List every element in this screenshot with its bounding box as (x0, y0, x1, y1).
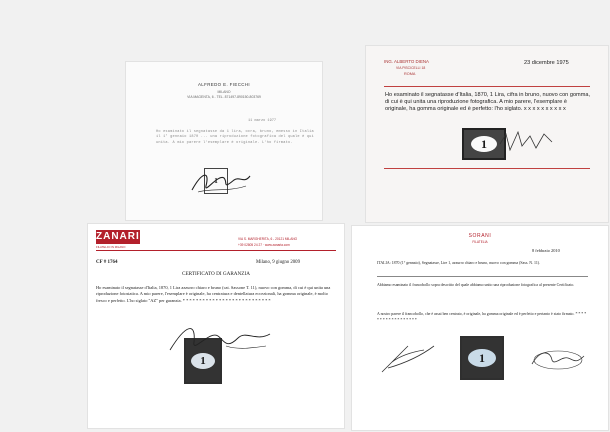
stamp-digit: 1 (209, 176, 223, 186)
diena-city: ROMA (404, 72, 416, 76)
sorani-stamp-photo (460, 336, 504, 380)
stamp-digit: 1 (468, 349, 496, 367)
zanaria-logo: ZANARIA (96, 231, 148, 242)
zanaria-signature (166, 320, 276, 360)
diena-address: VIA PISCICELLI 18 (396, 66, 426, 70)
fiecchi-address: VIA MAGENTA, 6 - TEL. 871497-890150-803769 (187, 95, 261, 99)
fiecchi-city: MILANO (217, 90, 231, 94)
sorani-certificate (352, 226, 608, 430)
fiecchi-certificate (126, 62, 322, 220)
zanaria-title: CERTIFICATO DI GARANZIA (182, 271, 250, 277)
sorani-body-2: A nostro parere il francobollo, che è assai ben centrato, è originale, ha gomma originale ed è perfetto e pertanto è stato firmato. * * * * * * * * * * * * * * * * * * (377, 312, 587, 322)
zanaria-body: Ho esaminato il segnatasse d'Italia, 1870, 1 Lira azzurro chiaro e bruno (cat. Sassone T. 11), nuovo con gomma, di cui è qui unita una riproduzione fotostatica. A mio parere, l'esemplare è originale, ha centratura e dentellatura eccezionali, ha gomma originale, è molto fresco e perfetto. L'ho siglato "AZ" per garanzia. * * * * * * * * * * * * * * * * * * * * * * * * * * * (96, 285, 331, 303)
fiecchi-name: ALFREDO E. FIECCHI (197, 82, 251, 87)
diena-body: Ho esaminato il segnatasse d'Italia, 1870, 1 Lira, cifra in bruno, nuovo con gomma, di cui è qui unita una riproduzione fotografica. A mio parere, l'esemplare è originale, ha gomma originale ed è perfetto: l'ho siglato. x x x x x x x x x x (385, 92, 591, 113)
zanaria-subtitle: FILATELICI IN MILANO (96, 245, 126, 249)
zanaria-phone: +39 02805 24 27 · www.zanaria.com (238, 243, 290, 247)
stamp-digit: 1 (471, 136, 497, 152)
zanaria-cert-number: CF # 1764 (96, 260, 118, 265)
diena-date: 23 dicembre 1975 (524, 60, 569, 66)
sorani-city: FILATELIA (472, 240, 488, 244)
sorani-description: ITALIA: 1870 (1° gennaio), Segnatasse, Lire 1, azzurro chiaro e bruno, nuovo con gomma (Sass. N. 11). (377, 261, 541, 265)
zanaria-date: Milano, 9 giugno 2009 (256, 260, 300, 265)
diena-bottom-rule (384, 168, 590, 169)
fiecchi-signature (188, 166, 254, 196)
sorani-name: SORANI (468, 233, 492, 239)
zanaria-certificate (88, 224, 344, 428)
fiecchi-body: Ho esaminato il segnatasse da 1 lira, ocra, bruno, emesso in Italia il 1° gennaio 1870 ... una riproduzione fotografica del quale è qui unita. A mio parere l'esemplare è originale. L'ho firmato. (156, 130, 314, 145)
sorani-signature-right (528, 344, 588, 374)
diena-top-rule (384, 86, 590, 87)
fiecchi-date: 11 marzo 1977 (248, 119, 277, 123)
zanaria-rule (96, 250, 336, 251)
diena-certificate (366, 46, 608, 222)
diena-name: ING. ALBERTO DIENA (384, 59, 429, 64)
zanaria-address-block (238, 236, 297, 248)
diena-signature (496, 124, 556, 158)
zanaria-address: VIA S. MARGHERITA, 6 - 20121 MILANO (238, 237, 298, 241)
sorani-date: 8 febbraio 2010 (532, 248, 560, 253)
sorani-body-1: Abbiamo esaminato il francobollo sopra descritto del quale abbiamo unito una riproduzione fotografica al presente Certificato. (377, 283, 575, 287)
sorani-rule (377, 276, 588, 277)
stamp-digit: 1 (191, 353, 215, 369)
sorani-signature-left (378, 338, 438, 378)
